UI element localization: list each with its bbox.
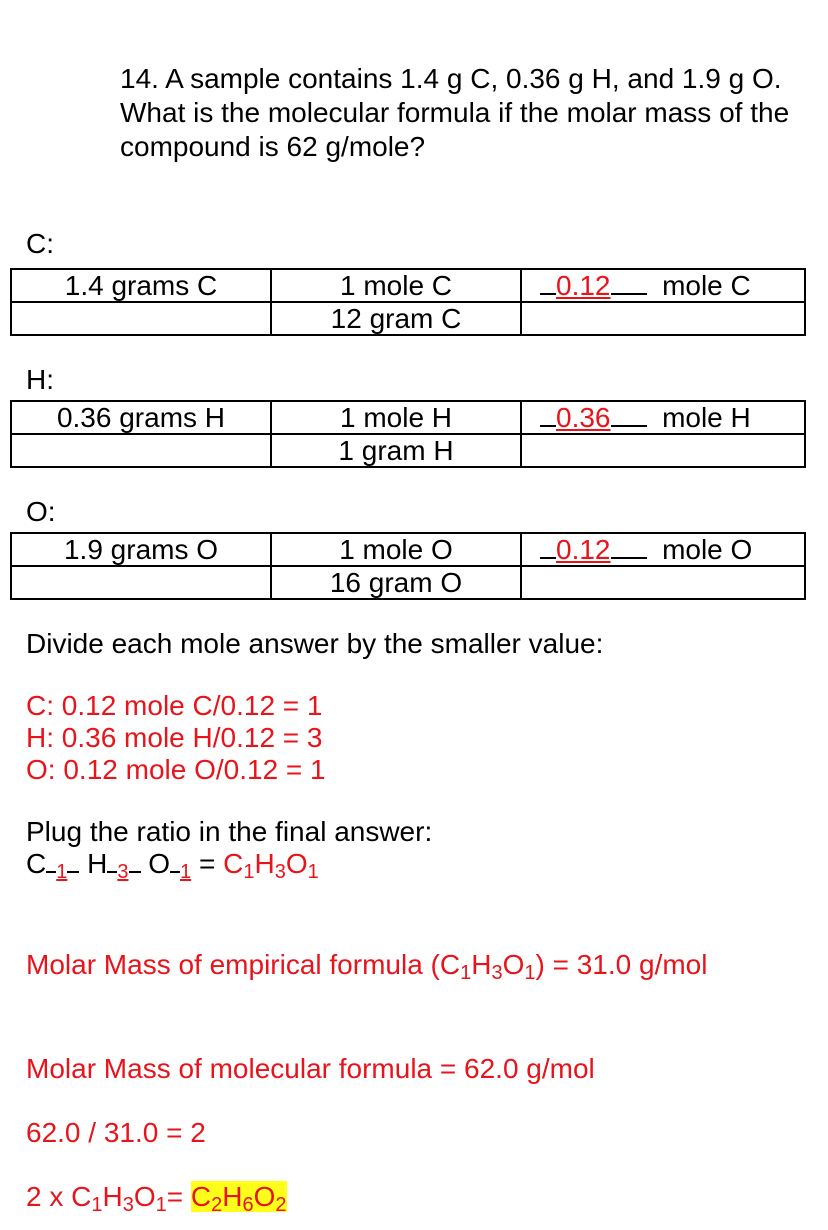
ratio-line-o: O: 0.12 mole O/0.12 = 1 [26, 754, 326, 785]
ratio-subscript: 1 [180, 861, 192, 883]
ratio-line-h: H: 0.36 mole H/0.12 = 3 [26, 722, 323, 753]
mole-answer: 0.12 [556, 270, 611, 301]
element-label-o: O: [26, 496, 56, 527]
mole-unit: mole C [662, 270, 751, 301]
factor-denominator: 16 gram O [271, 566, 521, 599]
molar-mass-empirical: Molar Mass of empirical formula $(C_1H_3O_1) = 31.0$ g/mol [26, 949, 708, 984]
mole-unit: mole H [662, 402, 751, 433]
factor-denominator: 1 gram H [271, 434, 521, 467]
mole-unit: mole O [662, 534, 753, 565]
factor-numerator: 1 mole H [271, 401, 521, 434]
given-mass: 0.36 grams H [11, 401, 271, 434]
factor-numerator: 1 mole C [271, 269, 521, 302]
divide-instruction: Divide each mole answer by the smaller value: [26, 628, 604, 659]
element-letter: C [26, 848, 47, 879]
molar-mass-molecular: Molar Mass of molecular formula = 62.0 g/mol [26, 1053, 595, 1084]
ratio-subscript: 1 [56, 861, 68, 883]
ratio-subscript: 3 [117, 861, 129, 883]
mole-answer: 0.12 [556, 534, 611, 565]
factor-numerator: 1 mole O [271, 533, 521, 566]
answer-cell [521, 401, 805, 434]
answer-cell [521, 269, 805, 302]
answer-cell [521, 533, 805, 566]
conversion-table-c [10, 268, 806, 336]
final-answer-line: C $_1$ H $_3$ O $_1 = C_1H_3O_1$ [26, 848, 319, 883]
element-label-c: C: [26, 228, 54, 259]
empty-cell [11, 434, 271, 467]
plug-instruction: Plug the ratio in the final answer: [26, 816, 433, 847]
conversion-table-o [10, 532, 806, 600]
conversion-table-h [10, 400, 806, 468]
empty-cell [521, 302, 805, 335]
element-label-h: H: [26, 364, 54, 395]
empirical-formula: $C_1H_3O_1$ [223, 848, 319, 883]
empty-cell [11, 566, 271, 599]
question-text: 14. A sample contains 1.4 g C, 0.36 g H, and 1.9 g O. What is the molecular formula if the molar mass of the compound is 62 g/mole? [120, 63, 790, 162]
empty-cell [521, 434, 805, 467]
final-molecular-line: 2 x $C_1H_3O_1= C_2H_6O_2$ [26, 1181, 287, 1216]
element-letter: O [148, 848, 171, 879]
molecular-formula-answer: $C_2H_6O_2$ [190, 1181, 287, 1216]
element-letter: H [87, 848, 108, 879]
empty-cell [521, 566, 805, 599]
given-mass: 1.4 grams C [11, 269, 271, 302]
factor-denominator: 12 gram C [271, 302, 521, 335]
given-mass: 1.9 grams O [11, 533, 271, 566]
empty-cell [11, 302, 271, 335]
ratio-line-c: C: 0.12 mole C/0.12 = 1 [26, 690, 323, 721]
mole-answer: 0.36 [556, 402, 611, 433]
division-line: 62.0 / 31.0 = 2 [26, 1117, 206, 1148]
